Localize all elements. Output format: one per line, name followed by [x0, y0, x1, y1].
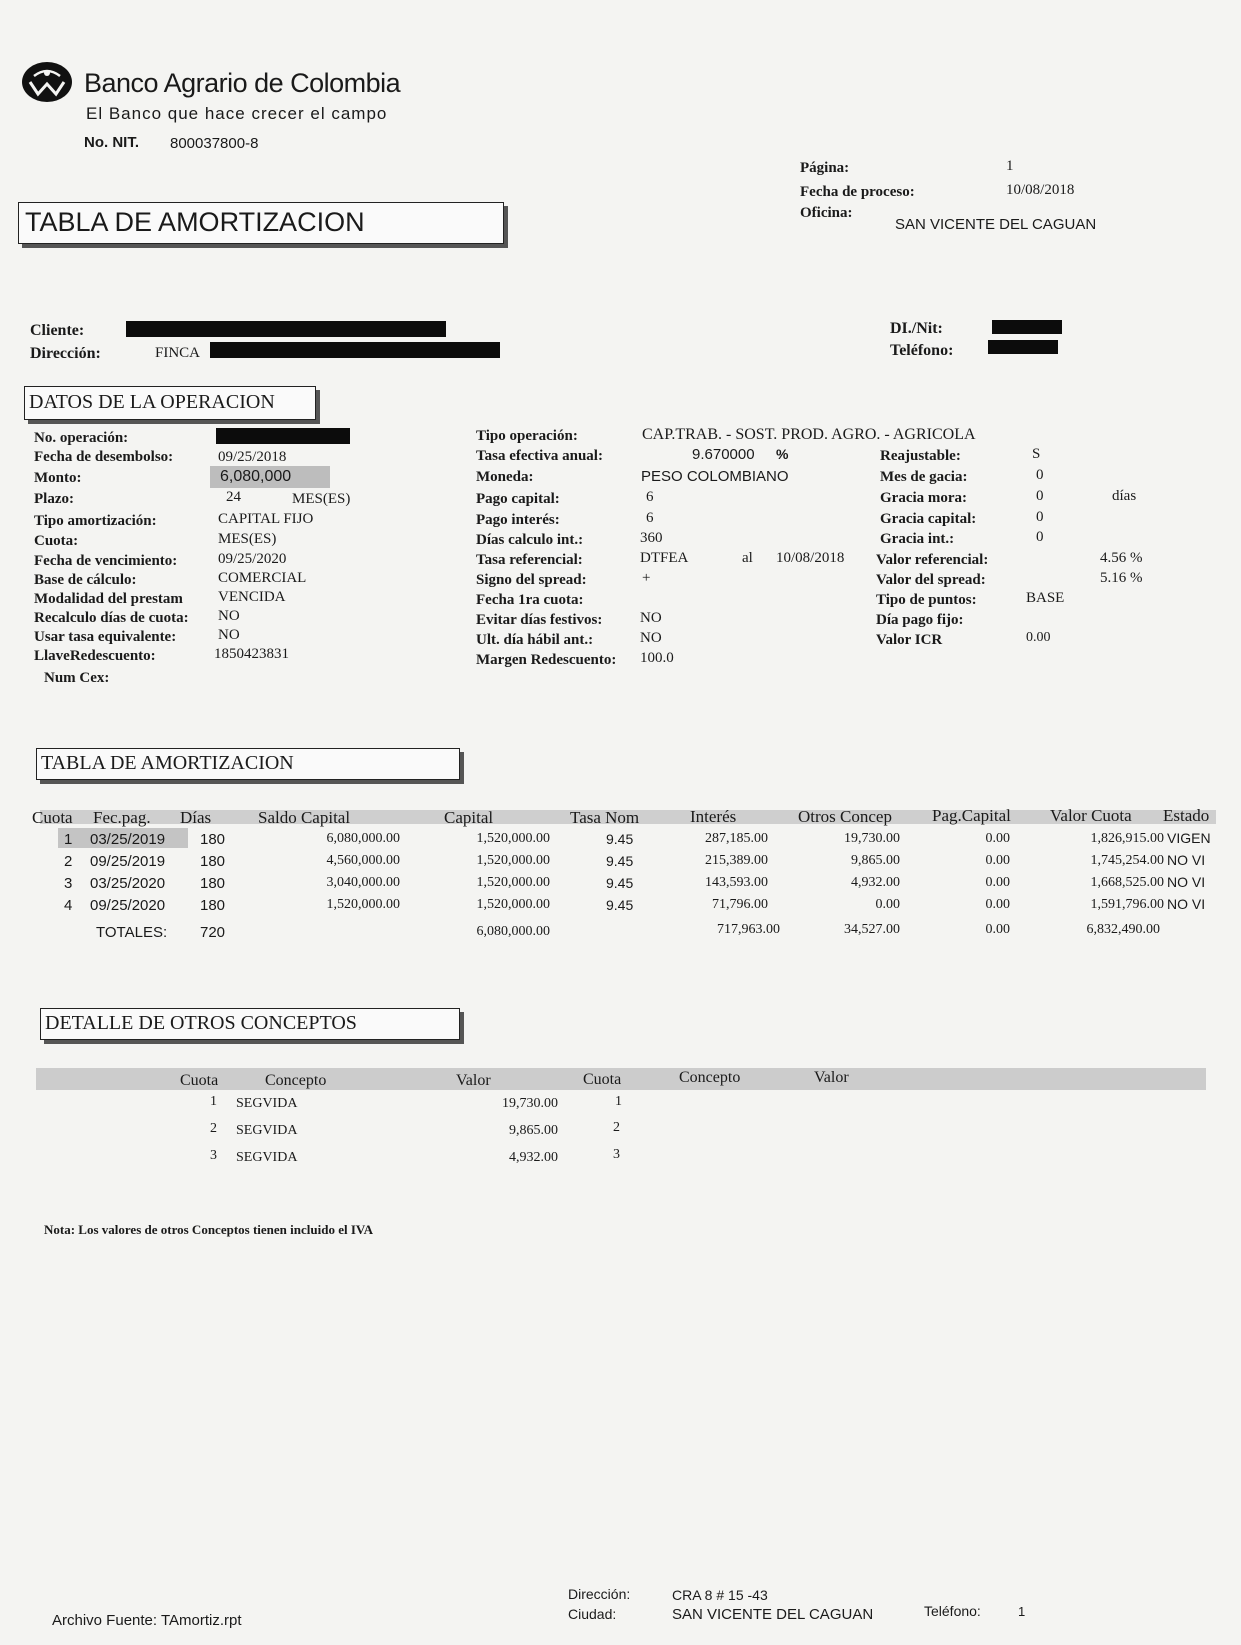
main-title: TABLA DE AMORTIZACION — [25, 207, 365, 237]
margen-redescuento-value: 100.0 — [640, 650, 674, 666]
det-cuota-2: 2 — [613, 1120, 620, 1135]
pagina-value: 1 — [1006, 158, 1014, 174]
det-cuota-2: 1 — [615, 1094, 622, 1109]
pago-interes-label: Pago interés: — [476, 512, 560, 528]
no-operacion-label: No. operación: — [34, 430, 129, 446]
cell-otros: 9,865.00 — [851, 853, 900, 868]
valor-icr-value: 0.00 — [1026, 630, 1051, 645]
moneda-label: Moneda: — [476, 469, 534, 485]
totales-pag-capital: 0.00 — [985, 922, 1010, 937]
ult-dia-habil-value: NO — [640, 630, 662, 646]
plazo-value: 24 — [226, 489, 241, 505]
llave-redescuento-label: LlaveRedescuento: — [34, 648, 156, 664]
fecha-desembolso-value: 09/25/2018 — [218, 449, 287, 465]
col-tasa-nom: Tasa Nom — [570, 808, 640, 827]
tasa-referencial-value: DTFEA — [640, 550, 689, 566]
det-valor: 4,932.00 — [509, 1150, 558, 1165]
moneda-value: PESO COLOMBIANO — [641, 468, 789, 485]
col-estado: Estado — [1163, 806, 1210, 825]
footer-direccion-label: Dirección: — [568, 1586, 631, 1602]
recalculo-label: Recalculo días de cuota: — [34, 610, 189, 626]
cell-dias: 180 — [200, 875, 226, 892]
datos-title: DATOS DE LA OPERACION — [29, 391, 275, 413]
cell-capital: 1,520,000.00 — [476, 875, 550, 890]
dinit-redacted — [992, 320, 1062, 334]
det-cuota: 1 — [210, 1094, 217, 1109]
num-cex-label: Num Cex: — [44, 670, 110, 686]
cell-tasa: 9.45 — [606, 853, 634, 869]
recalculo-value: NO — [218, 608, 240, 624]
oficina-value: SAN VICENTE DEL CAGUAN — [895, 216, 1097, 233]
tasa-referencial-al: al — [742, 550, 753, 566]
cell-capital: 1,520,000.00 — [476, 853, 550, 868]
totales-otros: 34,527.00 — [844, 922, 900, 937]
cell-pag-capital: 0.00 — [985, 831, 1010, 846]
fecha-desembolso-label: Fecha de desembolso: — [34, 449, 174, 465]
llave-redescuento-value: 1850423831 — [214, 646, 289, 662]
monto-label: Monto: — [34, 470, 82, 486]
signo-spread-label: Signo del spread: — [476, 572, 587, 588]
reajustable-value: S — [1032, 446, 1041, 462]
det-col-cuota-2: Cuota — [583, 1071, 622, 1088]
cell-tasa: 9.45 — [606, 897, 634, 913]
tasa-efectiva-value: 9.670000 — [692, 446, 755, 463]
modalidad-value: VENCIDA — [218, 589, 286, 605]
ult-dia-habil-label: Ult. día hábil ant.: — [476, 632, 594, 648]
cell-interes: 287,185.00 — [705, 831, 768, 846]
tipo-amortizacion-value: CAPITAL FIJO — [218, 511, 314, 527]
bank-logo — [20, 60, 76, 106]
cell-saldo: 4,560,000.00 — [326, 853, 400, 868]
gracia-capital-label: Gracia capital: — [880, 511, 977, 527]
bank-name: Banco Agrario de Colombia — [84, 68, 401, 98]
cell-fecha: 09/25/2020 — [90, 897, 166, 914]
det-cuota-2: 3 — [613, 1147, 620, 1162]
valor-icr-label: Valor ICR — [876, 632, 943, 648]
cell-cuota: 4 — [64, 897, 73, 914]
base-calculo-label: Base de cálculo: — [34, 572, 137, 588]
cell-estado: NO VI — [1167, 896, 1206, 912]
cell-cuota: 2 — [64, 853, 73, 870]
tasa-referencial-date: 10/08/2018 — [776, 550, 845, 566]
tipo-operacion-label: Tipo operación: — [476, 428, 578, 444]
det-valor: 9,865.00 — [509, 1123, 558, 1138]
amort-table — [0, 804, 1241, 944]
col-pag-capital: Pag.Capital — [932, 806, 1011, 825]
margen-redescuento-label: Margen Redescuento: — [476, 652, 617, 668]
cuota-value: MES(ES) — [218, 531, 277, 547]
amort-box — [36, 748, 460, 780]
footer-ciudad-label: Ciudad: — [568, 1606, 617, 1622]
totales-valor-cuota: 6,832,490.00 — [1086, 922, 1160, 937]
cliente-label: Cliente: — [30, 322, 85, 339]
direccion-redacted — [210, 342, 500, 358]
mes-gracia-label: Mes de gacia: — [880, 469, 968, 485]
monto-value: 6,080,000 — [220, 468, 292, 485]
fecha-1ra-cuota-label: Fecha 1ra cuota: — [476, 592, 584, 608]
gracia-mora-label: Gracia mora: — [880, 490, 968, 506]
pago-capital-label: Pago capital: — [476, 491, 560, 507]
pago-capital-value: 6 — [646, 489, 654, 505]
evitar-festivos-label: Evitar días festivos: — [476, 612, 603, 628]
valor-spread-value: 5.16 % — [1100, 570, 1143, 586]
det-concepto: SEGVIDA — [236, 1123, 298, 1138]
evitar-festivos-value: NO — [640, 610, 662, 626]
fecha-proceso-value: 10/08/2018 — [1006, 182, 1075, 198]
cell-otros: 4,932.00 — [851, 875, 900, 890]
gracia-int-label: Gracia int.: — [880, 531, 955, 547]
cell-interes: 215,389.00 — [705, 853, 768, 868]
plazo-unit: MES(ES) — [292, 491, 351, 507]
totales-dias: 720 — [200, 924, 226, 941]
valor-referencial-label: Valor referencial: — [876, 552, 989, 568]
cell-estado: NO VI — [1167, 852, 1206, 868]
dias-calculo-value: 360 — [640, 530, 663, 546]
reajustable-label: Reajustable: — [880, 448, 961, 464]
cell-dias: 180 — [200, 853, 226, 870]
nit-value: 800037800-8 — [170, 135, 259, 152]
tipo-operacion-value: CAP.TRAB. - SOST. PROD. AGRO. - AGRICOLA — [642, 426, 976, 443]
col-dias: Días — [180, 808, 212, 827]
totales-interes: 717,963.00 — [717, 922, 780, 937]
cell-pag-capital: 0.00 — [985, 853, 1010, 868]
no-operacion-redacted — [216, 428, 350, 444]
valor-referencial-value: 4.56 % — [1100, 550, 1143, 566]
cell-pag-capital: 0.00 — [985, 897, 1010, 912]
detalle-table — [0, 1068, 1241, 1178]
det-col-cuota: Cuota — [180, 1072, 219, 1089]
detalle-box — [40, 1008, 460, 1040]
signo-spread-value: + — [642, 570, 651, 586]
cell-valor-cuota: 1,668,525.00 — [1090, 875, 1164, 890]
cuota-label: Cuota: — [34, 533, 79, 549]
det-cuota: 3 — [210, 1148, 217, 1163]
tipo-amortizacion-label: Tipo amortización: — [34, 513, 157, 529]
nit-label: No. NIT. — [84, 134, 139, 151]
telefono-redacted — [988, 340, 1058, 354]
cell-cuota: 3 — [64, 875, 73, 892]
footer-direccion-value: CRA 8 # 15 -43 — [672, 1587, 768, 1603]
det-col-concepto-2: Concepto — [679, 1069, 741, 1086]
direccion-value: FINCA — [155, 345, 201, 361]
cell-pag-capital: 0.00 — [985, 875, 1010, 890]
fecha-proceso-label: Fecha de proceso: — [800, 184, 915, 200]
totales-capital: 6,080,000.00 — [476, 924, 550, 939]
cell-interes: 143,593.00 — [705, 875, 768, 890]
dias-calculo-label: Días calculo int.: — [476, 532, 584, 548]
nota-iva: Nota: Los valores de otros Conceptos tienen incluido el IVA — [44, 1222, 373, 1237]
col-cuota: Cuota — [32, 808, 73, 827]
cell-dias: 180 — [200, 831, 226, 848]
col-interes: Interés — [690, 807, 737, 826]
fecha-vencimiento-label: Fecha de vencimiento: — [34, 553, 178, 569]
base-calculo-value: COMERCIAL — [218, 570, 307, 586]
telefono-label: Teléfono: — [890, 342, 954, 359]
col-fec-pag: Fec.pag. — [93, 808, 151, 827]
tasa-referencial-label: Tasa referencial: — [476, 552, 583, 568]
col-valor-cuota: Valor Cuota — [1050, 806, 1132, 825]
amort-title: TABLA DE AMORTIZACION — [41, 752, 294, 774]
cell-dias: 180 — [200, 897, 226, 914]
mes-gracia-value: 0 — [1036, 467, 1044, 483]
det-col-valor: Valor — [456, 1072, 491, 1089]
tasa-efectiva-label: Tasa efectiva anual: — [476, 448, 603, 464]
fecha-vencimiento-value: 09/25/2020 — [218, 551, 287, 567]
cell-fecha: 03/25/2020 — [90, 875, 166, 892]
direccion-label: Dirección: — [30, 345, 101, 362]
totales-label: TOTALES: — [96, 924, 168, 941]
det-valor: 19,730.00 — [502, 1096, 558, 1111]
cell-valor-cuota: 1,745,254.00 — [1090, 853, 1164, 868]
oficina-label: Oficina: — [800, 205, 853, 221]
det-cuota: 2 — [210, 1121, 217, 1136]
cell-fecha: 03/25/2019 — [90, 831, 166, 848]
footer-ciudad-value: SAN VICENTE DEL CAGUAN — [672, 1606, 874, 1623]
cell-fecha: 09/25/2019 — [90, 853, 166, 870]
bank-logo-icon — [20, 60, 76, 106]
tasa-equivalente-value: NO — [218, 627, 240, 643]
archivo-fuente: Archivo Fuente: TAmortiz.rpt — [52, 1612, 242, 1629]
tipo-puntos-label: Tipo de puntos: — [876, 592, 977, 608]
cell-interes: 71,796.00 — [712, 897, 768, 912]
plazo-label: Plazo: — [34, 491, 74, 507]
cell-saldo: 6,080,000.00 — [326, 831, 400, 846]
datos-box — [24, 386, 316, 420]
bank-slogan: El Banco que hace crecer el campo — [86, 104, 388, 123]
detalle-title: DETALLE DE OTROS CONCEPTOS — [45, 1012, 357, 1034]
cell-capital: 1,520,000.00 — [476, 897, 550, 912]
det-concepto: SEGVIDA — [236, 1096, 298, 1111]
tasa-equivalente-label: Usar tasa equivalente: — [34, 629, 177, 645]
cell-cuota: 1 — [64, 831, 73, 848]
valor-spread-label: Valor del spread: — [876, 572, 986, 588]
det-col-concepto: Concepto — [265, 1072, 327, 1089]
col-saldo-capital: Saldo Capital — [258, 808, 351, 827]
dia-pago-fijo-label: Día pago fijo: — [876, 612, 964, 628]
gracia-mora-unit: días — [1112, 488, 1137, 504]
cell-otros: 0.00 — [875, 897, 900, 912]
tasa-efectiva-pct: % — [776, 446, 789, 462]
dinit-label: DI./Nit: — [890, 320, 943, 337]
cell-tasa: 9.45 — [606, 831, 634, 847]
gracia-mora-value: 0 — [1036, 488, 1044, 504]
modalidad-label: Modalidad del prestam — [34, 591, 183, 607]
det-col-valor-2: Valor — [814, 1069, 849, 1086]
tipo-puntos-value: BASE — [1026, 590, 1065, 606]
gracia-capital-value: 0 — [1036, 509, 1044, 525]
cell-valor-cuota: 1,826,915.00 — [1090, 831, 1164, 846]
cell-saldo: 1,520,000.00 — [326, 897, 400, 912]
pagina-label: Página: — [800, 160, 850, 176]
cell-estado: VIGEN — [1167, 830, 1211, 846]
gracia-int-value: 0 — [1036, 529, 1044, 545]
footer-telefono-label: Teléfono: — [924, 1603, 981, 1619]
cliente-redacted — [126, 321, 446, 337]
footer-telefono-value: 1 — [1018, 1604, 1026, 1619]
cell-saldo: 3,040,000.00 — [326, 875, 400, 890]
det-concepto: SEGVIDA — [236, 1150, 298, 1165]
pago-interes-value: 6 — [646, 510, 654, 526]
cell-tasa: 9.45 — [606, 875, 634, 891]
cell-estado: NO VI — [1167, 874, 1206, 890]
cell-otros: 19,730.00 — [844, 831, 900, 846]
main-title-box — [18, 202, 504, 244]
col-otros-concep: Otros Concep — [798, 807, 892, 826]
col-capital: Capital — [444, 808, 494, 827]
cell-valor-cuota: 1,591,796.00 — [1090, 897, 1164, 912]
cell-capital: 1,520,000.00 — [476, 831, 550, 846]
